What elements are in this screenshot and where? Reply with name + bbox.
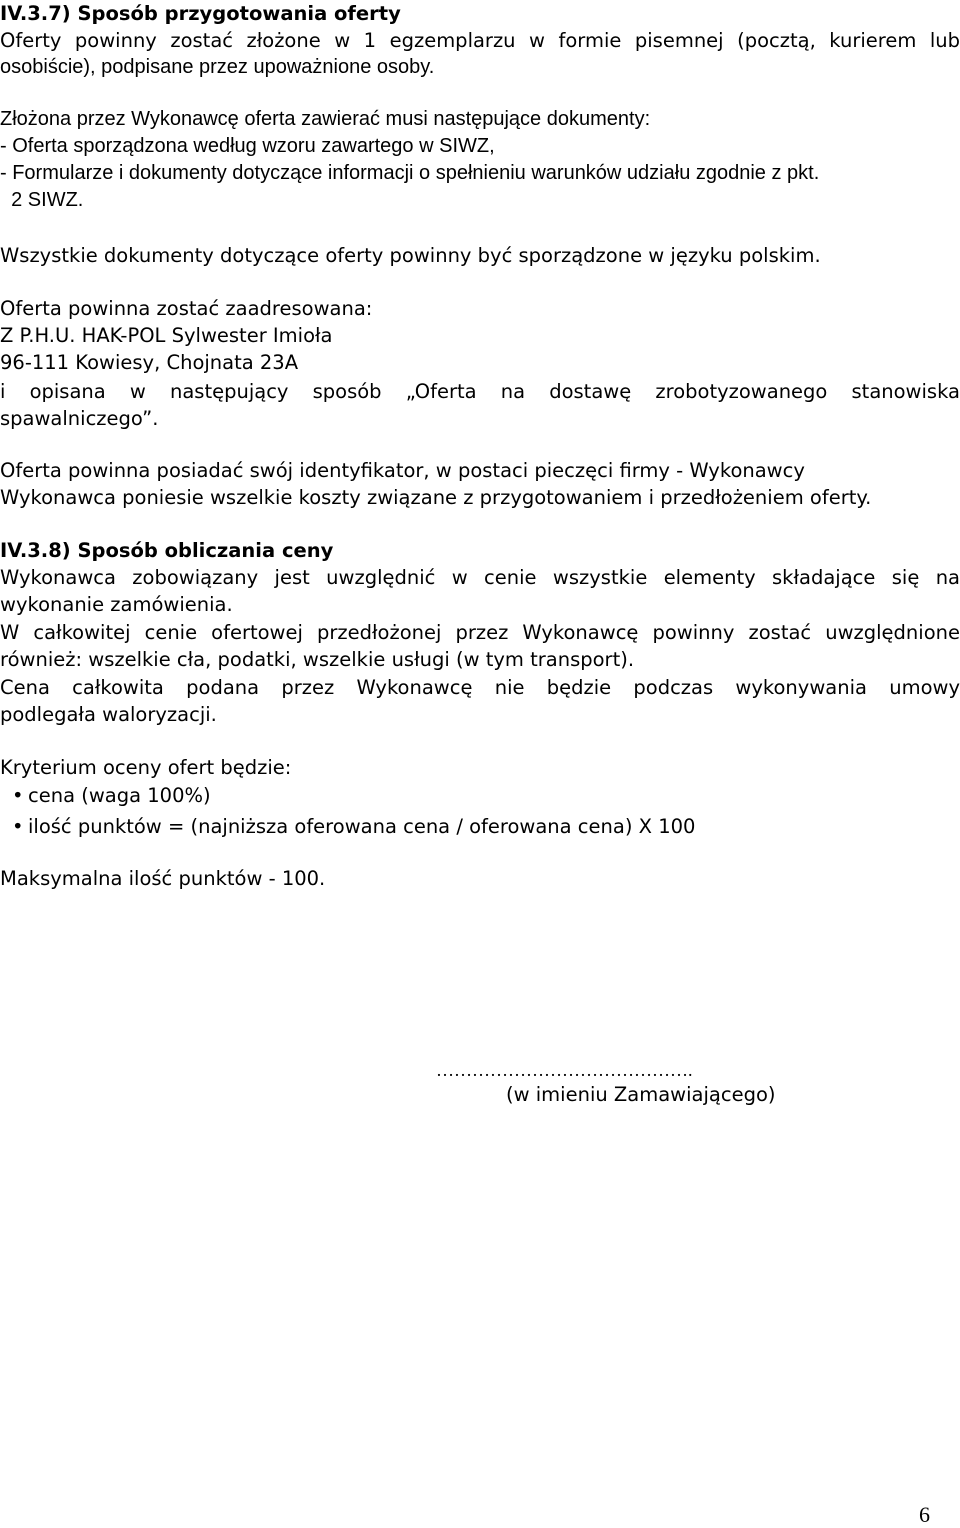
list-line: - Formularze i dokumenty dotyczące informacji o spełnieniu warunków udziału zgodnie z pkt.: [0, 162, 820, 184]
paragraph-line: i opisana w następujący sposób „Oferta na dostawę zrobotyzowanego stanowiska: [0, 380, 960, 403]
paragraph-line: Wykonawca zobowiązany jest uwzględnić w cenie wszystkie elementy składające się na: [0, 566, 960, 589]
signature-label: (w imieniu Zamawiającego): [506, 1083, 776, 1106]
signature-line: …………………………………….: [436, 1060, 693, 1080]
address-line: 96-111 Kowiesy, Chojnata 23A: [0, 351, 299, 374]
bullet-icon: •: [12, 784, 24, 807]
paragraph-line: podlegała waloryzacji.: [0, 703, 217, 726]
paragraph-line: Cena całkowita podana przez Wykonawcę nie będzie podczas wykonywania umowy: [0, 676, 960, 699]
paragraph-line: spawalniczego”.: [0, 407, 159, 430]
paragraph-line: osobiście), podpisane przez upoważnione osoby.: [0, 56, 435, 78]
bullet-icon: •: [12, 815, 24, 838]
list-item-text: cena (waga 100%): [28, 784, 211, 807]
section-heading-3-8: IV.3.8) Sposób obliczania ceny: [0, 539, 334, 562]
address-name: Z P.H.U. HAK-POL Sylwester Imioła: [0, 324, 333, 347]
max-points-line: Maksymalna ilość punktów - 100.: [0, 867, 326, 890]
page-number: 6: [919, 1502, 930, 1527]
paragraph-line: wykonanie zamówienia.: [0, 593, 233, 616]
list-item-text: ilość punktów = (najniższa oferowana cena / oferowana cena) X 100: [28, 815, 696, 838]
paragraph-line: Wykonawca poniesie wszelkie koszty związane z przygotowaniem i przedłożeniem oferty.: [0, 486, 872, 509]
list-line: - Oferta sporządzona według wzoru zawartego w SIWZ,: [0, 135, 495, 157]
paragraph-line: Oferty powinny zostać złożone w 1 egzemplarzu w formie pisemnej (pocztą, kurierem lub: [0, 29, 960, 52]
paragraph-line: również: wszelkie cła, podatki, wszelkie usługi (w tym transport).: [0, 648, 635, 671]
address-intro: Oferta powinna zostać zaadresowana:: [0, 297, 373, 320]
paragraph-line: W całkowitej cenie ofertowej przedłożonej przez Wykonawcę powinny zostać uwzględnione: [0, 621, 960, 644]
paragraph-line: Wszystkie dokumenty dotyczące oferty powinny być sporządzone w języku polskim.: [0, 244, 821, 267]
section-heading-3-7: IV.3.7) Sposób przygotowania oferty: [0, 2, 401, 25]
list-line: 2 SIWZ.: [0, 189, 84, 211]
paragraph-line: Złożona przez Wykonawcę oferta zawierać musi następujące dokumenty:: [0, 108, 651, 130]
criteria-intro: Kryterium oceny ofert będzie:: [0, 756, 292, 779]
paragraph-line: Oferta powinna posiadać swój identyfikator, w postaci pieczęci firmy - Wykonawcy: [0, 459, 805, 482]
